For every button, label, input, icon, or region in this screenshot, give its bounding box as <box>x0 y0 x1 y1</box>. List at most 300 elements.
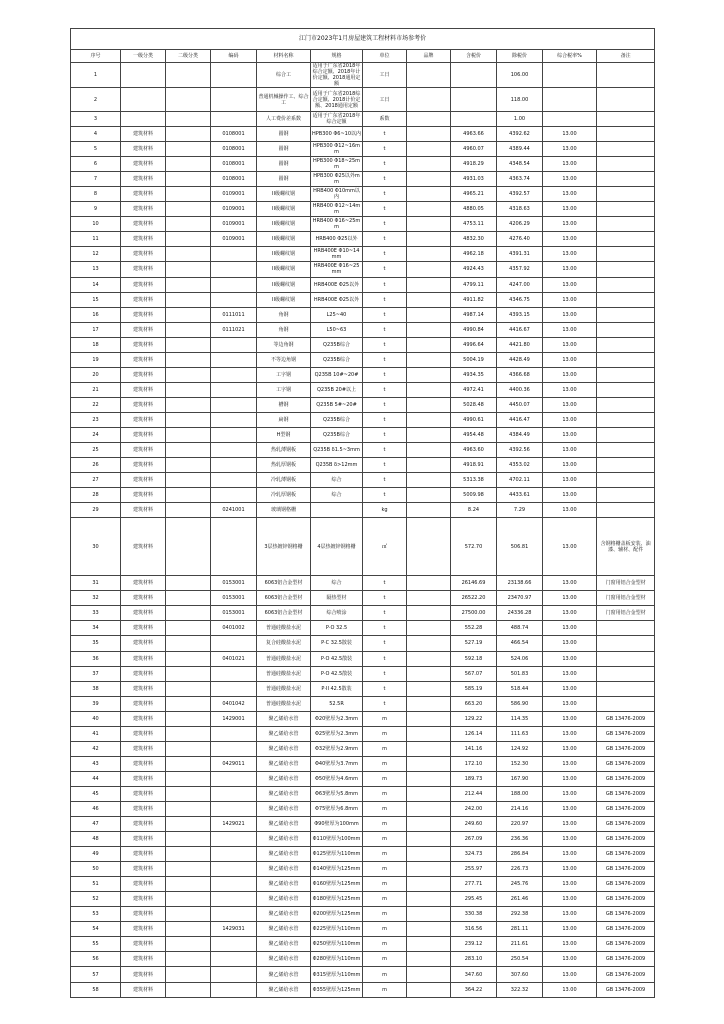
cell-col-spec: Φ280壁厚为110mm <box>311 952 363 967</box>
cell-col-price-incl-tax: 4990.61 <box>451 412 497 427</box>
cell-col-category-2 <box>166 247 211 262</box>
cell-col-tax-rate: 13.00 <box>543 262 597 277</box>
cell-col-code: 0109001 <box>211 232 257 247</box>
cell-col-category-1: 建筑材料 <box>121 142 166 157</box>
cell-col-unit: t <box>363 606 407 621</box>
cell-col-remark <box>597 217 655 232</box>
cell-col-category-2 <box>166 576 211 591</box>
cell-col-code <box>211 367 257 382</box>
cell-col-spec: HRB400E Φ16~25mm <box>311 262 363 277</box>
cell-col-remark <box>597 488 655 503</box>
cell-col-material-name: 聚乙烯给水管 <box>257 982 311 997</box>
table-row <box>71 157 655 172</box>
cell-col-code: 0153001 <box>211 591 257 606</box>
table-row <box>71 352 655 367</box>
cell-col-material-name: 工字钢 <box>257 367 311 382</box>
table-row <box>71 277 655 292</box>
cell-col-tax-rate: 13.00 <box>543 967 597 982</box>
cell-col-price-incl-tax: 4954.48 <box>451 427 497 442</box>
cell-col-no: 40 <box>71 711 121 726</box>
cell-col-price-incl-tax: 5009.98 <box>451 488 497 503</box>
cell-col-brand <box>407 937 451 952</box>
cell-col-unit: m <box>363 922 407 937</box>
cell-col-code: 0401021 <box>211 651 257 666</box>
cell-col-no: 27 <box>71 473 121 488</box>
cell-col-tax-rate: 13.00 <box>543 681 597 696</box>
cell-col-material-name: 角钢 <box>257 322 311 337</box>
cell-col-no: 57 <box>71 967 121 982</box>
cell-col-tax-rate: 13.00 <box>543 892 597 907</box>
table-row <box>71 187 655 202</box>
cell-col-price-excl-tax: 114.35 <box>497 711 543 726</box>
cell-col-spec: 适用于广东省2018年综合定额、2018年计价定额、2018通用定额 <box>311 63 363 88</box>
cell-col-tax-rate: 13.00 <box>543 786 597 801</box>
cell-col-unit: m <box>363 907 407 922</box>
cell-col-code <box>211 443 257 458</box>
cell-col-remark <box>597 397 655 412</box>
cell-col-remark <box>597 352 655 367</box>
cell-col-price-incl-tax: 364.22 <box>451 982 497 997</box>
cell-col-unit: t <box>363 322 407 337</box>
cell-col-unit: m <box>363 952 407 967</box>
cell-col-unit: t <box>363 412 407 427</box>
cell-col-code <box>211 801 257 816</box>
cell-col-material-name: 冷轧薄钢板 <box>257 473 311 488</box>
cell-col-code <box>211 862 257 877</box>
cell-col-unit: m <box>363 877 407 892</box>
cell-col-no: 28 <box>71 488 121 503</box>
cell-col-material-name: 聚乙烯给水管 <box>257 937 311 952</box>
cell-col-material-name: 等边角钢 <box>257 337 311 352</box>
cell-col-price-excl-tax: 152.30 <box>497 756 543 771</box>
cell-col-no: 33 <box>71 606 121 621</box>
cell-col-category-2 <box>166 202 211 217</box>
cell-col-category-1: 建筑材料 <box>121 937 166 952</box>
cell-col-brand <box>407 771 451 786</box>
cell-col-spec: HRB400E Φ10~14mm <box>311 247 363 262</box>
cell-col-remark: GB 13476-2009 <box>597 801 655 816</box>
table-row <box>71 262 655 277</box>
cell-col-category-1: 建筑材料 <box>121 786 166 801</box>
cell-col-category-1 <box>121 88 166 112</box>
table-row <box>71 666 655 681</box>
cell-col-tax-rate: 13.00 <box>543 503 597 518</box>
cell-col-spec: Φ90壁厚为100mm <box>311 817 363 832</box>
cell-col-code <box>211 277 257 292</box>
cell-col-unit: t <box>363 337 407 352</box>
cell-col-code <box>211 292 257 307</box>
cell-col-tax-rate: 13.00 <box>543 127 597 142</box>
cell-col-code: 0108001 <box>211 157 257 172</box>
cell-col-brand <box>407 112 451 127</box>
cell-col-price-excl-tax: 4416.47 <box>497 412 543 427</box>
table-row <box>71 247 655 262</box>
cell-col-category-2 <box>166 322 211 337</box>
cell-col-spec: Φ25壁厚为2.3mm <box>311 726 363 741</box>
cell-col-price-incl-tax <box>451 112 497 127</box>
cell-col-brand <box>407 337 451 352</box>
cell-col-category-1: 建筑材料 <box>121 427 166 442</box>
cell-col-price-excl-tax: 211.61 <box>497 937 543 952</box>
cell-col-price-excl-tax: 261.46 <box>497 892 543 907</box>
cell-col-category-1: 建筑材料 <box>121 636 166 651</box>
cell-col-category-1: 建筑材料 <box>121 382 166 397</box>
cell-col-spec: HPB300 Φ18~25mm <box>311 157 363 172</box>
table-row <box>71 127 655 142</box>
table-row <box>71 892 655 907</box>
cell-col-tax-rate: 13.00 <box>543 157 597 172</box>
cell-col-price-incl-tax: 4996.64 <box>451 337 497 352</box>
table-row <box>71 832 655 847</box>
cell-col-brand <box>407 591 451 606</box>
cell-col-spec: Q235B综合 <box>311 352 363 367</box>
table-row <box>71 696 655 711</box>
cell-col-no: 54 <box>71 922 121 937</box>
cell-col-category-2 <box>166 217 211 232</box>
header-col-remark: 备注 <box>597 50 655 63</box>
table-row <box>71 473 655 488</box>
cell-col-tax-rate: 13.00 <box>543 636 597 651</box>
cell-col-category-2 <box>166 232 211 247</box>
cell-col-material-name: 聚乙烯给水管 <box>257 922 311 937</box>
cell-col-no: 34 <box>71 621 121 636</box>
header-col-brand: 品牌 <box>407 50 451 63</box>
cell-col-code <box>211 262 257 277</box>
cell-col-category-1: 建筑材料 <box>121 458 166 473</box>
cell-col-brand <box>407 322 451 337</box>
cell-col-material-name: 6063铝合金型材 <box>257 591 311 606</box>
cell-col-tax-rate: 13.00 <box>543 232 597 247</box>
cell-col-no: 50 <box>71 862 121 877</box>
cell-col-remark <box>597 247 655 262</box>
cell-col-category-2 <box>166 666 211 681</box>
cell-col-code: 0108001 <box>211 142 257 157</box>
cell-col-code: 0109001 <box>211 187 257 202</box>
cell-col-no: 36 <box>71 651 121 666</box>
table-row <box>71 488 655 503</box>
cell-col-code <box>211 382 257 397</box>
cell-col-category-2 <box>166 741 211 756</box>
cell-col-spec: HPB300 Φ12~16mm <box>311 142 363 157</box>
cell-col-remark: GB 13476-2009 <box>597 817 655 832</box>
cell-col-brand <box>407 63 451 88</box>
cell-col-category-1: 建筑材料 <box>121 412 166 427</box>
cell-col-code <box>211 982 257 997</box>
cell-col-remark <box>597 157 655 172</box>
cell-col-material-name: II级螺纹钢 <box>257 247 311 262</box>
cell-col-material-name: 普通硅酸盐水泥 <box>257 651 311 666</box>
cell-col-code <box>211 877 257 892</box>
cell-col-spec: Q235B 10#~20# <box>311 367 363 382</box>
cell-col-category-1: 建筑材料 <box>121 621 166 636</box>
table-row <box>71 681 655 696</box>
cell-col-spec: Φ225壁厚为110mm <box>311 922 363 937</box>
table-row <box>71 202 655 217</box>
cell-col-price-excl-tax: 4450.07 <box>497 397 543 412</box>
cell-col-brand <box>407 967 451 982</box>
cell-col-price-incl-tax: 4918.29 <box>451 157 497 172</box>
cell-col-category-1: 建筑材料 <box>121 443 166 458</box>
cell-col-material-name: 聚乙烯给水管 <box>257 741 311 756</box>
cell-col-code <box>211 247 257 262</box>
cell-col-remark <box>597 277 655 292</box>
cell-col-unit: m <box>363 756 407 771</box>
cell-col-no: 24 <box>71 427 121 442</box>
cell-col-tax-rate <box>543 63 597 88</box>
cell-col-code: 0109001 <box>211 202 257 217</box>
cell-col-price-excl-tax: 1.00 <box>497 112 543 127</box>
cell-col-unit: t <box>363 367 407 382</box>
cell-col-spec: 隔热型材 <box>311 591 363 606</box>
cell-col-remark: 门窗用铝合金型材 <box>597 576 655 591</box>
cell-col-brand <box>407 202 451 217</box>
cell-col-remark: GB 13476-2009 <box>597 862 655 877</box>
cell-col-remark <box>597 63 655 88</box>
cell-col-brand <box>407 427 451 442</box>
cell-col-remark <box>597 503 655 518</box>
header-col-category-2: 二级分类 <box>166 50 211 63</box>
cell-col-spec: Φ75壁厚为6.8mm <box>311 801 363 816</box>
cell-col-spec: P·O 42.5散装 <box>311 666 363 681</box>
cell-col-brand <box>407 696 451 711</box>
cell-col-category-2 <box>166 967 211 982</box>
cell-col-remark: GB 13476-2009 <box>597 982 655 997</box>
table-row <box>71 576 655 591</box>
cell-col-brand <box>407 651 451 666</box>
cell-col-category-1: 建筑材料 <box>121 187 166 202</box>
cell-col-code <box>211 832 257 847</box>
cell-col-material-name: 6063铝合金型材 <box>257 606 311 621</box>
cell-col-code <box>211 636 257 651</box>
cell-col-material-name: 圆钢 <box>257 172 311 187</box>
cell-col-no: 18 <box>71 337 121 352</box>
cell-col-material-name: 普通机械操作工、综合工 <box>257 88 311 112</box>
cell-col-category-1: 建筑材料 <box>121 157 166 172</box>
cell-col-tax-rate: 13.00 <box>543 473 597 488</box>
cell-col-price-excl-tax: 236.36 <box>497 832 543 847</box>
cell-col-tax-rate: 13.00 <box>543 202 597 217</box>
cell-col-unit: m <box>363 741 407 756</box>
cell-col-brand <box>407 877 451 892</box>
cell-col-remark: GB 13476-2009 <box>597 877 655 892</box>
cell-col-material-name: 工字钢 <box>257 382 311 397</box>
cell-col-price-excl-tax: 4206.29 <box>497 217 543 232</box>
cell-col-no: 37 <box>71 666 121 681</box>
cell-col-material-name: 聚乙烯给水管 <box>257 907 311 922</box>
cell-col-price-incl-tax: 572.70 <box>451 518 497 576</box>
cell-col-category-2 <box>166 367 211 382</box>
cell-col-material-name: 聚乙烯给水管 <box>257 756 311 771</box>
cell-col-unit: t <box>363 427 407 442</box>
cell-col-tax-rate: 13.00 <box>543 172 597 187</box>
cell-col-price-excl-tax: 4384.49 <box>497 427 543 442</box>
cell-col-remark: 含钢格栅盖板安装、油漆、辅材、配件 <box>597 518 655 576</box>
cell-col-price-incl-tax: 4965.21 <box>451 187 497 202</box>
cell-col-price-excl-tax: 4392.56 <box>497 443 543 458</box>
cell-col-price-incl-tax: 267.09 <box>451 832 497 847</box>
header-col-tax-rate: 综合税率% <box>543 50 597 63</box>
cell-col-category-2 <box>166 187 211 202</box>
cell-col-price-incl-tax: 4931.03 <box>451 172 497 187</box>
table-row <box>71 877 655 892</box>
cell-col-category-2 <box>166 681 211 696</box>
cell-col-category-1: 建筑材料 <box>121 922 166 937</box>
cell-col-remark <box>597 142 655 157</box>
cell-col-code: 0153001 <box>211 576 257 591</box>
cell-col-price-incl-tax: 4753.11 <box>451 217 497 232</box>
cell-col-remark: GB 13476-2009 <box>597 726 655 741</box>
cell-col-unit: m <box>363 726 407 741</box>
cell-col-no: 11 <box>71 232 121 247</box>
cell-col-brand <box>407 127 451 142</box>
cell-col-no: 41 <box>71 726 121 741</box>
cell-col-code: 0241001 <box>211 503 257 518</box>
table-row <box>71 142 655 157</box>
cell-col-code: 0109001 <box>211 217 257 232</box>
cell-col-remark <box>597 681 655 696</box>
cell-col-material-name: 扁钢 <box>257 412 311 427</box>
cell-col-price-excl-tax: 4428.49 <box>497 352 543 367</box>
cell-col-spec: Φ315壁厚为110mm <box>311 967 363 982</box>
cell-col-code: 0108001 <box>211 172 257 187</box>
cell-col-price-incl-tax: 4799.11 <box>451 277 497 292</box>
cell-col-category-1: 建筑材料 <box>121 397 166 412</box>
cell-col-tax-rate: 13.00 <box>543 247 597 262</box>
cell-col-price-incl-tax: 5313.38 <box>451 473 497 488</box>
cell-col-price-incl-tax: 5004.19 <box>451 352 497 367</box>
table-row <box>71 337 655 352</box>
cell-col-category-2 <box>166 651 211 666</box>
cell-col-price-excl-tax: 220.97 <box>497 817 543 832</box>
cell-col-price-incl-tax <box>451 88 497 112</box>
cell-col-brand <box>407 621 451 636</box>
cell-col-price-excl-tax: 4391.31 <box>497 247 543 262</box>
cell-col-price-excl-tax: 7.29 <box>497 503 543 518</box>
table-row <box>71 322 655 337</box>
cell-col-spec: Φ125壁厚为110mm <box>311 847 363 862</box>
table-row <box>71 907 655 922</box>
cell-col-material-name: 普通硅酸盐水泥 <box>257 621 311 636</box>
cell-col-remark <box>597 322 655 337</box>
cell-col-remark <box>597 696 655 711</box>
cell-col-material-name: II级螺纹钢 <box>257 217 311 232</box>
cell-col-price-incl-tax: 212.44 <box>451 786 497 801</box>
cell-col-category-2 <box>166 112 211 127</box>
cell-col-brand <box>407 157 451 172</box>
cell-col-no: 31 <box>71 576 121 591</box>
cell-col-spec: Φ250壁厚为110mm <box>311 937 363 952</box>
cell-col-price-incl-tax: 189.73 <box>451 771 497 786</box>
cell-col-brand <box>407 503 451 518</box>
cell-col-category-2 <box>166 862 211 877</box>
cell-col-remark: GB 13476-2009 <box>597 786 655 801</box>
cell-col-price-incl-tax: 172.10 <box>451 756 497 771</box>
cell-col-category-1: 建筑材料 <box>121 367 166 382</box>
cell-col-unit: t <box>363 443 407 458</box>
cell-col-remark: GB 13476-2009 <box>597 756 655 771</box>
cell-col-category-1 <box>121 112 166 127</box>
cell-col-material-name: II级螺纹钢 <box>257 187 311 202</box>
cell-col-code: 0401002 <box>211 621 257 636</box>
cell-col-price-excl-tax: 4318.63 <box>497 202 543 217</box>
cell-col-tax-rate: 13.00 <box>543 322 597 337</box>
cell-col-category-1: 建筑材料 <box>121 756 166 771</box>
cell-col-unit: t <box>363 651 407 666</box>
cell-col-remark <box>597 127 655 142</box>
cell-col-unit: t <box>363 576 407 591</box>
table-row <box>71 967 655 982</box>
cell-col-no: 4 <box>71 127 121 142</box>
cell-col-unit: m <box>363 711 407 726</box>
cell-col-category-2 <box>166 832 211 847</box>
cell-col-unit: t <box>363 307 407 322</box>
table-row <box>71 786 655 801</box>
table-row <box>71 726 655 741</box>
cell-col-spec: Φ160壁厚为125mm <box>311 877 363 892</box>
table-row <box>71 367 655 382</box>
cell-col-spec <box>311 503 363 518</box>
cell-col-price-incl-tax: 8.24 <box>451 503 497 518</box>
cell-col-spec: Q235B综合 <box>311 337 363 352</box>
table-row <box>71 937 655 952</box>
cell-col-brand <box>407 307 451 322</box>
cell-col-code <box>211 726 257 741</box>
cell-col-material-name: 综合工 <box>257 63 311 88</box>
cell-col-brand <box>407 187 451 202</box>
cell-col-unit: m <box>363 786 407 801</box>
cell-col-no: 25 <box>71 443 121 458</box>
cell-col-spec: Φ200壁厚为125mm <box>311 907 363 922</box>
cell-col-brand <box>407 636 451 651</box>
cell-col-spec: 4层热镀锌钢格栅 <box>311 518 363 576</box>
cell-col-price-excl-tax: 4702.11 <box>497 473 543 488</box>
cell-col-spec: Q235B 5#~20# <box>311 397 363 412</box>
cell-col-category-1: 建筑材料 <box>121 817 166 832</box>
cell-col-no: 53 <box>71 907 121 922</box>
cell-col-code <box>211 741 257 756</box>
cell-col-brand <box>407 247 451 262</box>
cell-col-remark: GB 13476-2009 <box>597 832 655 847</box>
cell-col-no: 21 <box>71 382 121 397</box>
table-row <box>71 427 655 442</box>
cell-col-no: 22 <box>71 397 121 412</box>
cell-col-category-1: 建筑材料 <box>121 892 166 907</box>
cell-col-brand <box>407 576 451 591</box>
cell-col-price-excl-tax: 23470.97 <box>497 591 543 606</box>
cell-col-price-excl-tax: 4433.61 <box>497 488 543 503</box>
cell-col-price-incl-tax: 552.28 <box>451 621 497 636</box>
cell-col-spec: HPB300 Φ6~10以内 <box>311 127 363 142</box>
cell-col-unit: m <box>363 801 407 816</box>
cell-col-price-incl-tax: 4924.43 <box>451 262 497 277</box>
cell-col-category-2 <box>166 817 211 832</box>
cell-col-material-name: 聚乙烯给水管 <box>257 786 311 801</box>
cell-col-brand <box>407 142 451 157</box>
cell-col-no: 7 <box>71 172 121 187</box>
cell-col-price-excl-tax: 214.16 <box>497 801 543 816</box>
cell-col-no: 3 <box>71 112 121 127</box>
cell-col-spec: Φ50壁厚为4.6mm <box>311 771 363 786</box>
cell-col-price-excl-tax: 188.00 <box>497 786 543 801</box>
cell-col-tax-rate: 13.00 <box>543 142 597 157</box>
cell-col-code <box>211 892 257 907</box>
cell-col-price-excl-tax: 118.00 <box>497 88 543 112</box>
cell-col-unit: m <box>363 847 407 862</box>
cell-col-spec: 综合喷涂 <box>311 606 363 621</box>
cell-col-category-2 <box>166 636 211 651</box>
cell-col-category-2 <box>166 952 211 967</box>
table-row <box>71 952 655 967</box>
